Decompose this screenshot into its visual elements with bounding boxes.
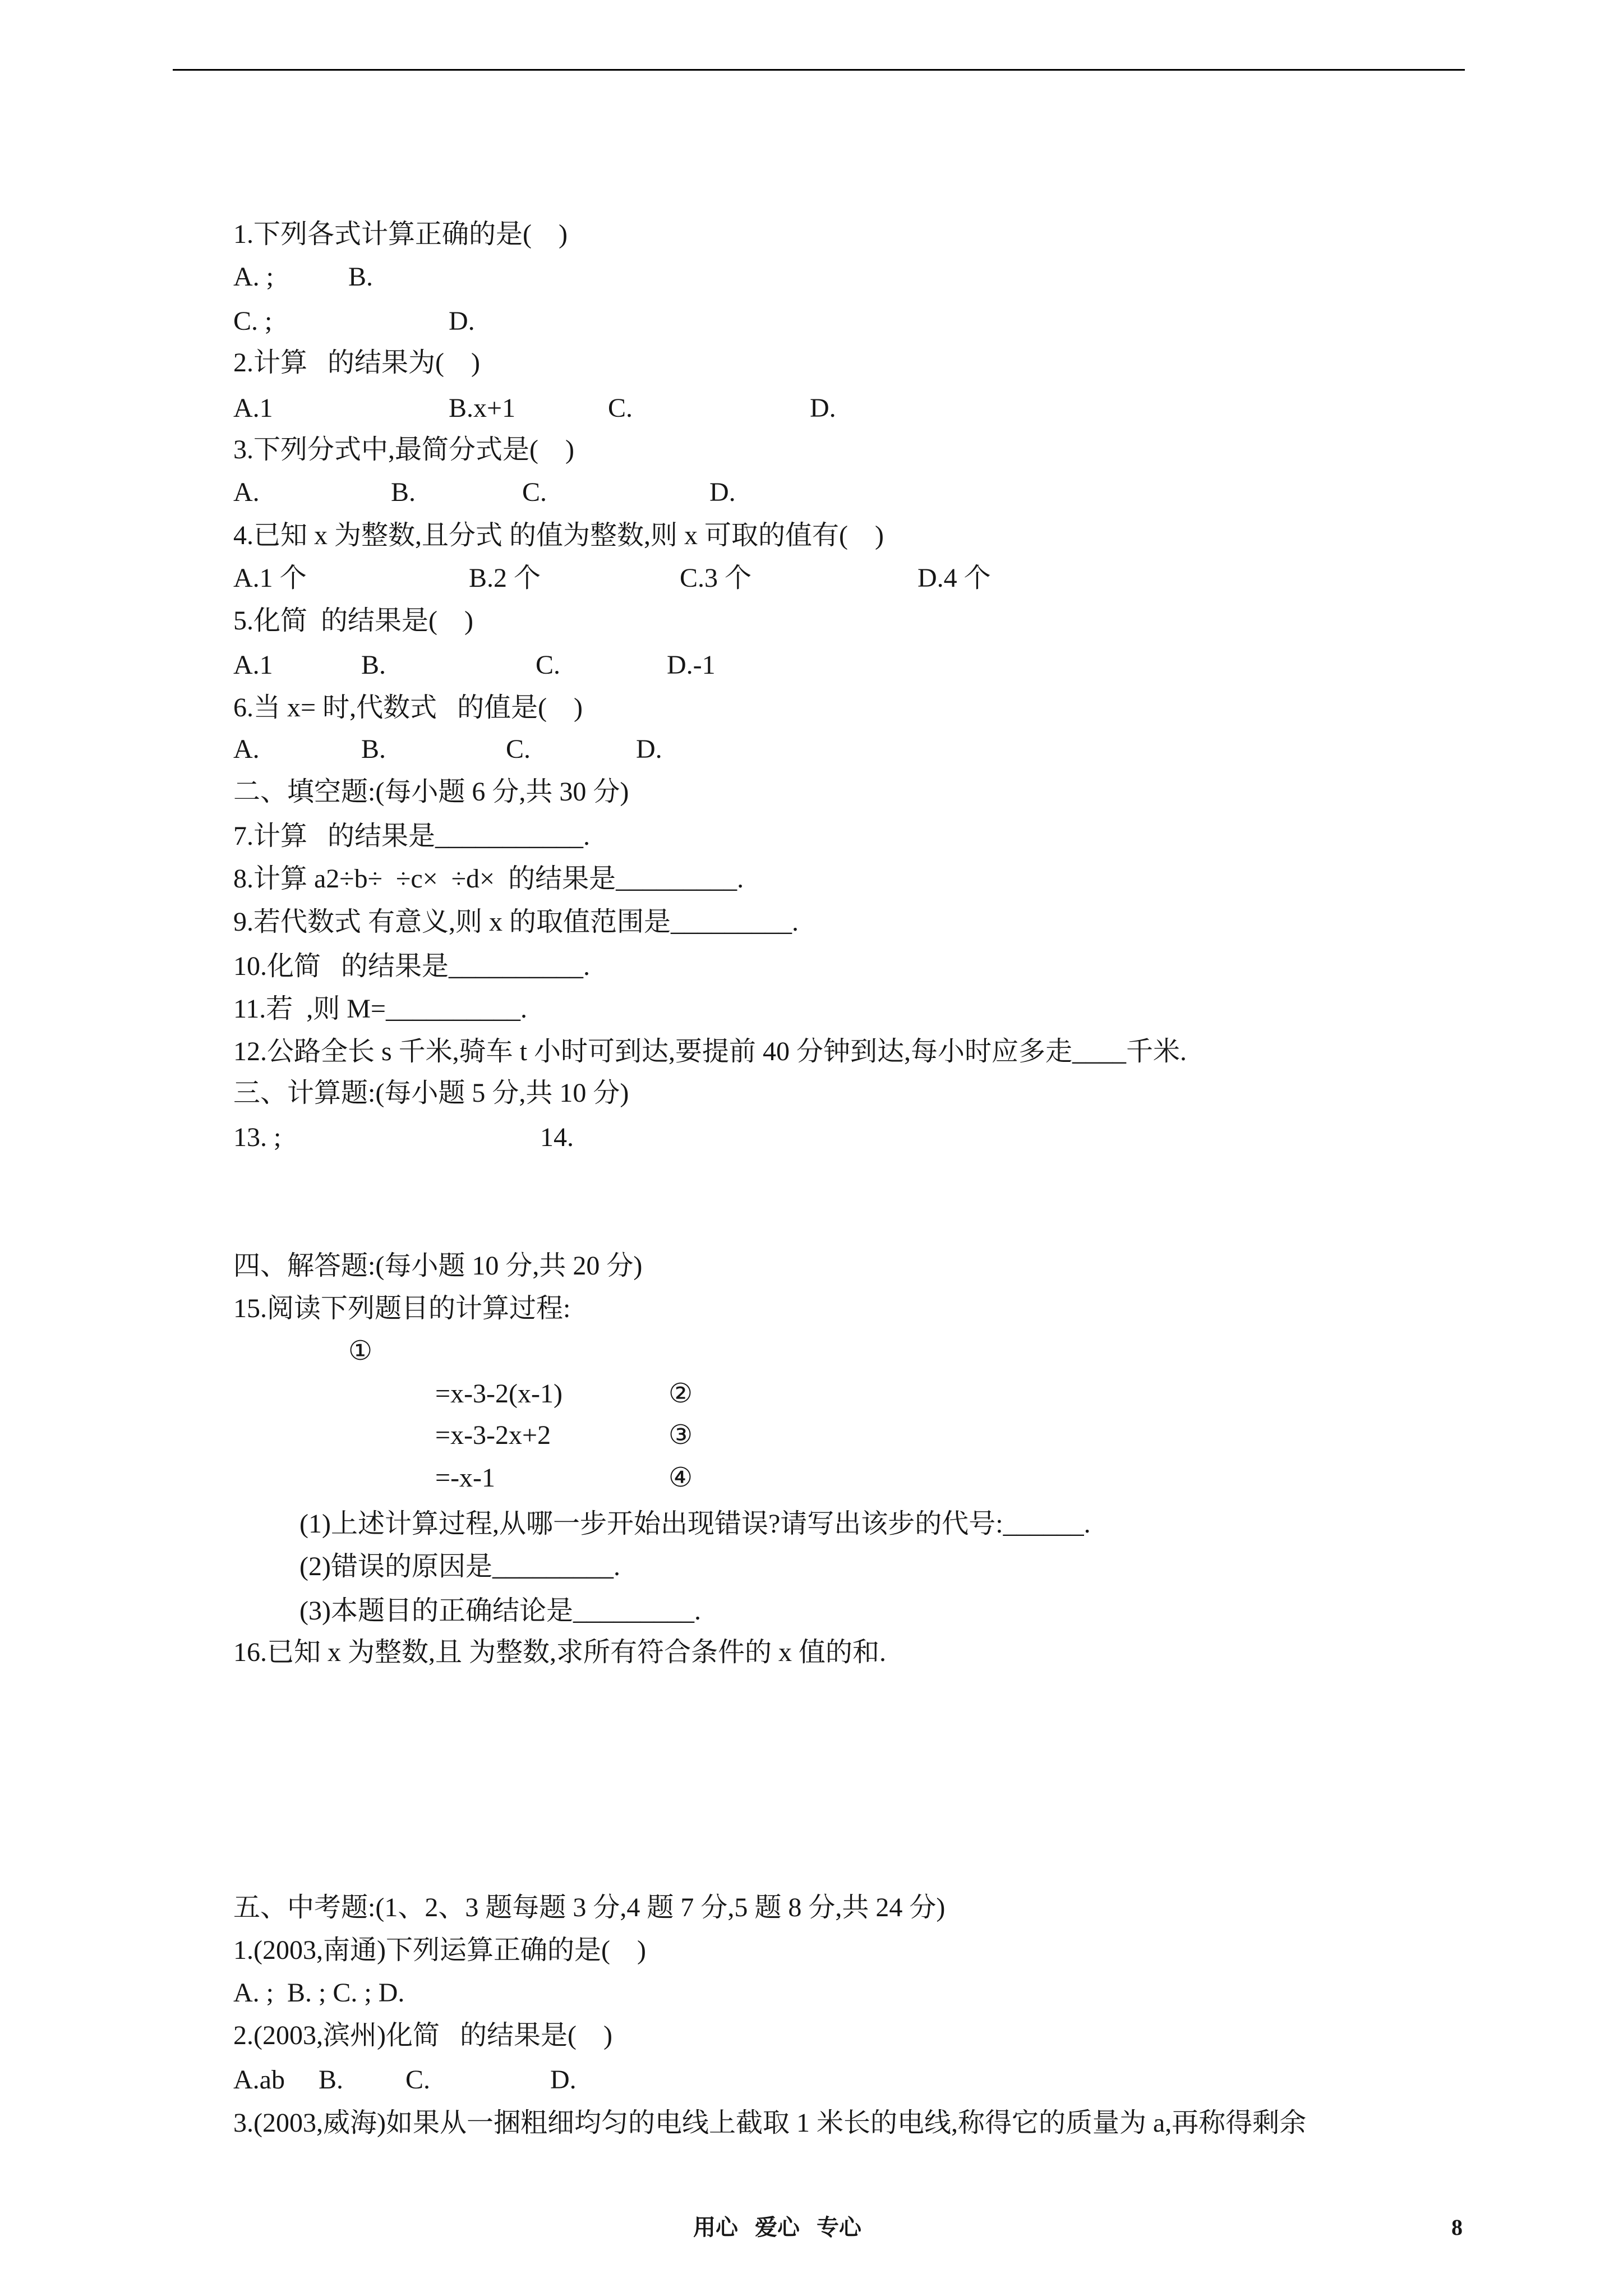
q12-stem: 12.公路全长 s 千米,骑车 t 小时可到达,要提前 40 分钟到达,每小时应多走____千米.: [233, 1037, 1187, 1066]
q6-option-a: A.: [233, 734, 260, 764]
q4-option-c: C.3 个: [680, 563, 752, 593]
q1-option-d: D.: [449, 306, 475, 336]
section-heading-fill-in: 二、填空题:(每小题 6 分,共 30 分): [233, 777, 629, 807]
q3-option-b: B.: [391, 477, 416, 507]
q1-option-c: C. ;: [233, 306, 273, 336]
q5-option-c: C.: [536, 650, 561, 680]
q4-option-b: B.2 个: [469, 563, 541, 593]
exam-q2-option-d: D.: [550, 2065, 577, 2095]
footer-motto: 用心 爱心 专心: [693, 2215, 861, 2240]
q15-subquestion-3: (3)本题目的正确结论是_________.: [299, 1596, 701, 1626]
q13-stem: 13. ;: [233, 1122, 282, 1152]
exam-q1-options: A. ; B. ; C. ; D.: [233, 1978, 405, 2008]
q4-option-a: A.1 个: [233, 563, 307, 593]
q4-stem: 4.已知 x 为整数,且分式 的值为整数,则 x 可取的值有( ): [233, 521, 884, 550]
q15-step-expression: =-x-1: [435, 1463, 496, 1493]
q3-option-c: C.: [522, 477, 547, 507]
header-rule: [173, 69, 1465, 71]
q6-option-d: D.: [636, 734, 662, 764]
exam-q1-stem: 1.(2003,南通)下列运算正确的是( ): [233, 1935, 646, 1965]
q2-option-a: A.1: [233, 393, 273, 423]
q4-option-d: D.4 个: [917, 563, 991, 593]
q2-option-b: B.x+1: [449, 393, 516, 423]
q6-stem: 6.当 x= 时,代数式 的值是( ): [233, 693, 583, 723]
q15-step-expression: =x-3-2x+2: [435, 1420, 551, 1450]
q1-option-a: A. ;: [233, 262, 274, 292]
q15-step-mark: ④: [668, 1463, 693, 1493]
q5-stem: 5.化简 的结果是( ): [233, 606, 473, 636]
q2-option-c: C.: [608, 393, 633, 423]
exam-q2-option-c: C.: [405, 2065, 431, 2095]
exam-q2-option-b: B.: [319, 2065, 344, 2095]
q3-option-d: D.: [709, 477, 736, 507]
q14-stem: 14.: [540, 1122, 574, 1152]
q10-stem: 10.化简 的结果是__________.: [233, 951, 591, 981]
q5-option-b: B.: [361, 650, 386, 680]
q15-subquestion-2: (2)错误的原因是_________.: [299, 1552, 620, 1581]
exam-q2-option-a: A.ab: [233, 2065, 285, 2095]
exam-q3-stem: 3.(2003,威海)如果从一捆粗细均匀的电线上截取 1 米长的电线,称得它的质量为 a,再称得剩余: [233, 2108, 1307, 2138]
q7-stem: 7.计算 的结果是___________.: [233, 821, 591, 851]
section-heading-calculation: 三、计算题:(每小题 5 分,共 10 分): [233, 1078, 629, 1108]
q8-stem: 8.计算 a2÷b÷ ÷c× ÷d× 的结果是_________.: [233, 864, 744, 894]
q15-stem: 15.阅读下列题目的计算过程:: [233, 1294, 571, 1323]
q5-option-a: A.1: [233, 650, 273, 680]
q15-step-expression: =x-3-2(x-1): [435, 1379, 562, 1409]
q2-option-d: D.: [810, 393, 836, 423]
q15-step-mark: ①: [348, 1336, 373, 1366]
q3-stem: 3.下列分式中,最简分式是( ): [233, 435, 574, 464]
exam-q2-stem: 2.(2003,滨州)化简 的结果是( ): [233, 2021, 612, 2050]
q3-option-a: A.: [233, 477, 260, 507]
q15-step-mark: ③: [668, 1420, 693, 1450]
q15-step-mark: ②: [668, 1379, 693, 1409]
q11-stem: 11.若 ,则 M=__________.: [233, 994, 527, 1024]
q2-stem: 2.计算 的结果为( ): [233, 348, 480, 378]
section-heading-exam: 五、中考题:(1、2、3 题每题 3 分,4 题 7 分,5 题 8 分,共 24 分): [233, 1893, 946, 1922]
q16-stem: 16.已知 x 为整数,且 为整数,求所有符合条件的 x 值的和.: [233, 1637, 887, 1667]
q15-subquestion-1: (1)上述计算过程,从哪一步开始出现错误?请写出该步的代号:______.: [299, 1509, 1091, 1539]
q1-option-b: B.: [348, 262, 374, 292]
page-number: 8: [1451, 2215, 1463, 2240]
q5-option-d: D.-1: [667, 650, 716, 680]
q6-option-c: C.: [506, 734, 531, 764]
q6-option-b: B.: [361, 734, 386, 764]
q1-stem: 1.下列各式计算正确的是( ): [233, 219, 568, 249]
q9-stem: 9.若代数式 有意义,则 x 的取值范围是_________.: [233, 907, 799, 937]
section-heading-solutions: 四、解答题:(每小题 10 分,共 20 分): [233, 1251, 643, 1281]
